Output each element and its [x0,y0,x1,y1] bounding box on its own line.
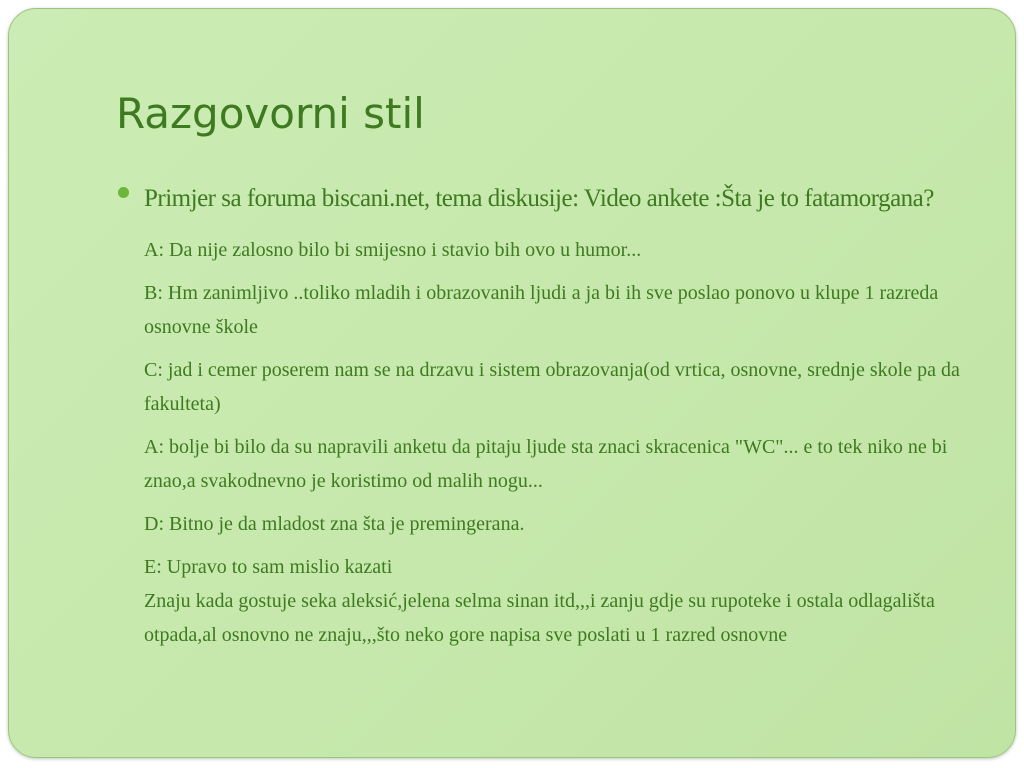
forum-comment: A: Da nije zalosno bilo bi smijesno i stavio bih ovo u humor... [144,239,642,261]
forum-comment: E: Upravo to sam mislio kazati Znaju kada gostuje seka aleksić,jelena selma sinan itd,,,i zanju gdje su rupoteke i ostala odlagališta otpada,al osnovno ne znaju,,,što neko gore napisa sve poslati u 1 razred osnovne [144,556,935,646]
forum-comment: A: bolje bi bilo da su napravili anketu da pitaju ljude sta znaci skracenica "WC"... e to tek niko ne bi znao,a svakodnevno je koristimo od malih nogu... [144,436,948,492]
slide-content [116,175,976,661]
bullet-dot-icon [118,187,129,198]
slide-title: Razgovorni stil [116,89,425,138]
forum-comment: B: Hm zanimljivo ..toliko mladih i obrazovanih ljudi a ja bi ih sve poslao ponovo u klupe 1 razreda osnovne škole [144,282,939,338]
bullet-text: Primjer sa foruma biscani.net, tema diskusije: Video ankete :Šta je to fatamorgana? [144,185,934,212]
forum-comment: D: Bitno je da mladost zna šta je premingerana. [144,513,525,535]
forum-comments-list [116,233,976,652]
forum-comment: C: jad i cemer poserem nam se na drzavu i sistem obrazovanja(od vrtica, osnovne, srednje skole pa da fakulteta) [144,359,960,415]
bullet-item [116,175,976,223]
slide [8,8,1016,758]
